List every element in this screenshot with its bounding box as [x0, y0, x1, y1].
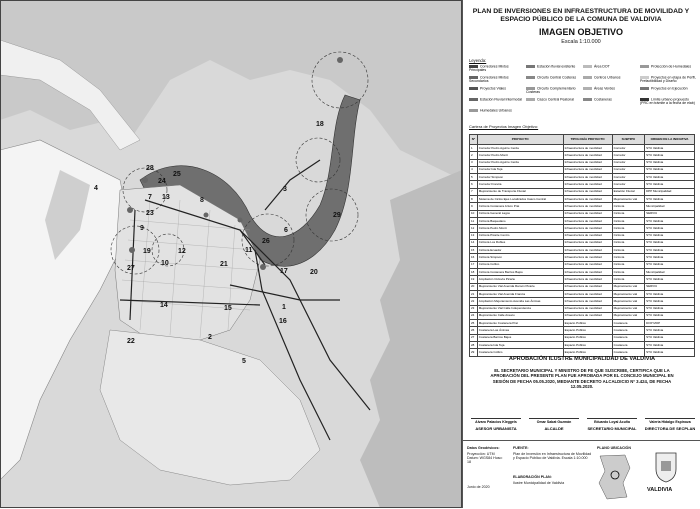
table-cell: Corredor [612, 145, 644, 152]
col-num: Nº [470, 135, 478, 145]
table-cell: Costanera Las Ánimas [477, 327, 563, 334]
table-row [470, 166, 695, 173]
map-label-28: 28 [146, 165, 154, 172]
map-label-19: 19 [143, 248, 151, 255]
table-cell: Mejoramiento Vial Calle Independencia [477, 305, 563, 312]
table-cell: Costanera [612, 327, 644, 334]
table-row [470, 283, 695, 290]
table-row [470, 196, 695, 203]
table-cell: STU Valdivia [645, 305, 695, 312]
map-label-14: 14 [160, 302, 168, 309]
valdivia-coat-of-arms-icon [653, 451, 679, 483]
approval-heading: APROBACIÓN ILUSTRE MUNICIPALIDAD DE VALDIVIA [508, 356, 656, 362]
map-label-21: 21 [220, 261, 228, 268]
legend-item [526, 65, 582, 69]
table-row [470, 152, 695, 159]
table-row [470, 298, 695, 305]
legend-label: Estación fluvial existente [537, 64, 576, 69]
table-cell: Corredor [612, 152, 644, 159]
col-subtype: SUBTIPO [612, 135, 644, 145]
legend-label: Circuito Central Costeras [537, 75, 577, 80]
legend-item [640, 87, 696, 91]
plan-subtitle: IMAGEN OBJETIVO [538, 27, 623, 37]
table-cell: STU Valdivia [645, 159, 695, 166]
map-label-4: 4 [94, 185, 98, 192]
table-cell: Infraestructura de movilidad [563, 181, 612, 188]
table-cell: 22 [470, 298, 478, 305]
table-cell: Municipalidad [645, 203, 695, 210]
table-cell: STU Valdivia [645, 181, 695, 188]
table-cell: STU Valdivia [645, 232, 695, 239]
table-cell: Infraestructura de movilidad [563, 239, 612, 246]
table-cell: 28 [470, 342, 478, 349]
approval-text: EL SECRETARIO MUNICIPAL Y MINISTRO DE FE QUE SUSCRIBE, CERTIFICA QUE LA APROBACIÓN DEL PRESENTE PLAN FUE APROBADA POR EL CONCEJO MUNICIPAL EN SESIÓN DE FECHA 05.05.2020, MEDIANTE DECRETO ALCALDICIO Nº 3.424, DE FECHA 12.05.2020. [490, 368, 674, 389]
table-cell: Ampliación Mejoramiento Avenida Las Ánimas [477, 298, 563, 305]
map-label-8: 8 [200, 197, 204, 204]
table-row [470, 181, 695, 188]
table-cell: Ciclovía [612, 261, 644, 268]
table-cell: Ciclovía Baquedano [477, 217, 563, 224]
map-label-6: 6 [284, 227, 288, 234]
signature-alcalde: Omar Sabat Guzmán ALCALDE [525, 410, 583, 431]
map-label-13: 13 [162, 194, 170, 201]
table-cell: Ciclovía Pedro Montt [477, 225, 563, 232]
geodetic-text: Proyección: UTM Datum: WGS84 Huso: 18 [467, 452, 503, 465]
legend-swatch [526, 98, 535, 101]
table-cell: 11 [470, 217, 478, 224]
table-cell: Ciclovía Costanera Arturo Prat [477, 203, 563, 210]
map-label-2: 2 [208, 334, 212, 341]
table-cell: Infraestructura de movilidad [563, 254, 612, 261]
table-cell: 26 [470, 327, 478, 334]
signature-secretario: Eduardo Loyal Acuña SECRETARIO MUNICIPAL [583, 410, 641, 431]
legend-swatch [583, 65, 592, 68]
table-cell: Ampliación Ciclovía Picarte [477, 276, 563, 283]
table-row [470, 174, 695, 181]
table-cell: Ciclovía [612, 254, 644, 261]
legend-label: Costaneras [594, 97, 612, 102]
table-cell: Costanera Collico [477, 349, 563, 356]
table-cell: Costanera Barrios Bajos [477, 334, 563, 341]
legend-swatch [583, 98, 592, 101]
table-cell: Mejoramiento Costanera Prat [477, 320, 563, 327]
table-cell: 19 [470, 276, 478, 283]
legend-label: Circuito Complementario Costeras [526, 86, 576, 95]
col-origin: ORIGEN DE LA INICIATIVA [645, 135, 695, 145]
table-cell: STU Valdivia [645, 312, 695, 319]
table-cell: STU Valdivia [645, 239, 695, 246]
table-cell: Infraestructura de movilidad [563, 247, 612, 254]
table-cell: STU Valdivia [645, 290, 695, 297]
table-row [470, 320, 695, 327]
table-cell: STU Valdivia [645, 276, 695, 283]
map-label-17: 17 [280, 268, 288, 275]
table-row [470, 159, 695, 166]
table-cell: Infraestructura de movilidad [563, 188, 612, 195]
col-type: TIPOLOGÍA PROYECTO [563, 135, 612, 145]
table-row [470, 276, 695, 283]
table-cell: Mejoramiento vial [612, 298, 644, 305]
map-label-16: 16 [279, 318, 287, 325]
map-label-23: 23 [146, 210, 154, 217]
title-panel [462, 0, 700, 508]
legend-label: Centros Urbanos [594, 75, 621, 80]
table-cell: 20 [470, 283, 478, 290]
legend-swatch [526, 65, 535, 68]
table-cell: Infraestructura de movilidad [563, 290, 612, 297]
info-block [463, 440, 700, 509]
table-cell: Infraestructura de movilidad [563, 298, 612, 305]
legend-item [640, 98, 696, 106]
legend-item [469, 98, 525, 102]
table-cell: Ciclovía Los Robles [477, 239, 563, 246]
table-cell: SERVIU [645, 210, 695, 217]
table-cell: Ciclovía [612, 217, 644, 224]
table-cell: Infraestructura de movilidad [563, 217, 612, 224]
map-label-9: 9 [140, 225, 144, 232]
table-cell: 4 [470, 166, 478, 173]
valdivia-logo-text: VALDIVIA [647, 487, 673, 493]
table-row [470, 261, 695, 268]
legend-item [640, 76, 696, 84]
legend-label: Proyectos Viales [480, 86, 507, 91]
table-cell: Corredor Pedro Montt [477, 152, 563, 159]
elaboration-text: Ilustre Municipalidad de Valdivia [513, 481, 565, 485]
table-cell: Mejoramiento vial [612, 290, 644, 297]
table-cell: STU Valdivia [645, 152, 695, 159]
table-cell: 27 [470, 334, 478, 341]
table-cell: Infraestructura de movilidad [563, 312, 612, 319]
table-cell: Ciclovía [612, 269, 644, 276]
table-cell: Corredor Isla Teja [477, 166, 563, 173]
legend-item [469, 76, 525, 84]
table-cell: Corredor Pedro Aguirre Cerda [477, 159, 563, 166]
map-label-15: 15 [224, 305, 232, 312]
location-plan-map [595, 453, 635, 501]
table-cell: Ciclovía [612, 247, 644, 254]
map-label-10: 10 [161, 260, 169, 267]
legend-label: Humedales Urbanos [480, 108, 512, 113]
table-cell: 13 [470, 232, 478, 239]
map-label-12: 12 [178, 248, 186, 255]
table-cell: Ciclovía [612, 239, 644, 246]
table-row [470, 210, 695, 217]
legend-label: Protección de Humedales [651, 64, 692, 69]
table-cell: Mejoramiento vial [612, 196, 644, 203]
legend-item [526, 76, 582, 80]
legend-label: Proyectos en Ejecución [651, 86, 688, 91]
table-cell: Infraestructura de movilidad [563, 261, 612, 268]
table-cell: 15 [470, 247, 478, 254]
map-label-29: 29 [333, 212, 341, 219]
table-cell: 14 [470, 239, 478, 246]
table-cell: Infraestructura de movilidad [563, 145, 612, 152]
legend-label: Área DOT [594, 64, 610, 69]
table-cell: Ciclovía Ecuador [477, 247, 563, 254]
table-cell: STU Valdivia [645, 166, 695, 173]
table-cell: 6 [470, 181, 478, 188]
legend-swatch [526, 76, 535, 79]
table-row [470, 327, 695, 334]
table-cell: Municipalidad [645, 269, 695, 276]
table-cell: STU Valdivia [645, 334, 695, 341]
table-cell: Costanera [612, 349, 644, 356]
map-label-27: 27 [127, 265, 135, 272]
legend-label: Áreas Verdes [594, 86, 616, 91]
table-cell: 29 [470, 349, 478, 356]
table-cell: 25 [470, 320, 478, 327]
table-row [470, 203, 695, 210]
table-cell: Mejoramiento Vial Avenida Ramón Picarte [477, 283, 563, 290]
table-row [470, 225, 695, 232]
project-table [469, 134, 695, 357]
table-cell: Ciclovía [612, 225, 644, 232]
table-cell: Espacio Público [563, 320, 612, 327]
table-cell: Estación Fluvial [612, 188, 644, 195]
table-row [470, 312, 695, 319]
table-cell: Ciclovía [612, 210, 644, 217]
table-cell: Costanera [612, 320, 644, 327]
table-cell: 9 [470, 203, 478, 210]
table-row [470, 342, 695, 349]
signature-secplan: Valeria Hidalgo Espinoza DIRECTORA DE SECPLAN [641, 410, 699, 431]
table-cell: Espacio Público [563, 334, 612, 341]
table-cell: Infraestructura de movilidad [563, 283, 612, 290]
table-cell: STU Valdivia [645, 196, 695, 203]
legend-item [583, 76, 639, 80]
table-cell: 18 [470, 269, 478, 276]
legend-swatch [640, 87, 649, 90]
table-cell: Infraestructura de movilidad [563, 225, 612, 232]
legend-item [526, 98, 582, 102]
table-cell: 3 [470, 159, 478, 166]
table-row [470, 269, 695, 276]
table-cell: Corredor [612, 159, 644, 166]
table-cell: Ciclovía [612, 203, 644, 210]
table-cell: DPP Municipalidad [645, 188, 695, 195]
table-cell: Infraestructura de movilidad [563, 305, 612, 312]
table-cell: Corredor Simpson [477, 174, 563, 181]
table-cell: 21 [470, 290, 478, 297]
date-text: Junio de 2020 [467, 485, 490, 489]
table-row [470, 247, 695, 254]
source-text: Plan de Inversión en Infraestructura de Movilidad y Espacio Público de Valdivia. Escala 1:10.000 [513, 452, 592, 461]
table-cell: Infraestructura de movilidad [563, 166, 612, 173]
legend-item [583, 65, 639, 69]
legend-item [526, 87, 582, 95]
table-cell: Infraestructura de movilidad [563, 232, 612, 239]
legend-label: Corredores Mixtos Secundarios [469, 75, 509, 84]
table-row [470, 334, 695, 341]
legend-swatch [583, 76, 592, 79]
table-cell: Mejoramiento vial [612, 305, 644, 312]
table-cell: STU Valdivia [645, 145, 695, 152]
source-heading: FUENTE: [513, 446, 529, 450]
geodetic-heading: Datos Geodésicos: [467, 446, 500, 450]
table-cell: Corredor [612, 181, 644, 188]
table-cell: 12 [470, 225, 478, 232]
table-cell: STU Valdivia [645, 217, 695, 224]
legend-item [583, 98, 639, 102]
table-cell: Ciclovía Picarte Centro [477, 232, 563, 239]
table-row [470, 349, 695, 356]
legend-swatch [469, 109, 478, 112]
project-portfolio-heading: Cartera de Proyectos Imagen Objetivo: [469, 124, 539, 129]
table-cell: 8 [470, 196, 478, 203]
plan-scale: Escala 1:10.000 [561, 39, 601, 45]
table-cell: Corredor [612, 166, 644, 173]
table-row [470, 305, 695, 312]
table-cell: Ciclovía General Lagos [477, 210, 563, 217]
table-row [470, 254, 695, 261]
map-label-24: 24 [158, 178, 166, 185]
legend-label: Proyectos en etapa de Perfil, Prefactibilidad y Diseño [640, 75, 696, 84]
table-cell: Ciclovía Costanera Barrios Bajos [477, 269, 563, 276]
map-label-25: 25 [173, 171, 181, 178]
table-cell: Infraestructura de movilidad [563, 196, 612, 203]
table-cell: Infraestructura de movilidad [563, 174, 612, 181]
table-cell: Ciclovía Collico [477, 261, 563, 268]
map-label-18: 18 [316, 121, 324, 128]
table-cell: Ciclovía [612, 232, 644, 239]
table-cell: STU Valdivia [645, 261, 695, 268]
table-cell: 16 [470, 254, 478, 261]
table-cell: 23 [470, 305, 478, 312]
legend-swatch [640, 65, 649, 68]
col-project: PROYECTO [477, 135, 563, 145]
table-cell: Corredor Pedro Aguirre Cerda [477, 145, 563, 152]
table-cell: STU Valdivia [645, 298, 695, 305]
signature-asesor: Alvaro Palacios Kleggels ASESOR URBANISTA [467, 410, 525, 431]
table-cell: Infraestructura de movilidad [563, 152, 612, 159]
table-cell: Ciclovía Simpson [477, 254, 563, 261]
table-cell: Infraestructura de movilidad [563, 210, 612, 217]
legend-label: Límite urbano propuesto (PRC en trámite a la fecha de elab) [640, 97, 695, 106]
legend-swatch [583, 87, 592, 90]
legend-item [640, 65, 696, 69]
table-cell: Espacio Público [563, 342, 612, 349]
table-row [470, 188, 695, 195]
table-cell: Costanera [612, 334, 644, 341]
table-cell: STU Valdivia [645, 247, 695, 254]
table-row [470, 145, 695, 152]
map-label-26: 26 [262, 238, 270, 245]
map-label-1: 1 [282, 304, 286, 311]
table-cell: Espacio Público [563, 349, 612, 356]
table-cell: 1 [470, 145, 478, 152]
legend-item [469, 65, 525, 73]
table-cell: DOP MOP [645, 320, 695, 327]
table-cell: Mejoramiento Vial Avenida Francia [477, 290, 563, 297]
table-cell: Sistema de Ciclos Ejes Localizados Casco Central [477, 196, 563, 203]
table-cell: Infraestructura de movilidad [563, 159, 612, 166]
legend-item [469, 87, 525, 91]
table-row [470, 239, 695, 246]
map-label-7: 7 [148, 194, 152, 201]
table-cell: 10 [470, 210, 478, 217]
table-cell: Infraestructura de movilidad [563, 203, 612, 210]
legend-item [583, 87, 639, 91]
table-cell: 2 [470, 152, 478, 159]
table-row [470, 217, 695, 224]
table-row [470, 290, 695, 297]
table-cell: Infraestructura de movilidad [563, 276, 612, 283]
table-cell: STU Valdivia [645, 174, 695, 181]
table-cell: Mejoramiento Calle Arauco [477, 312, 563, 319]
table-row [470, 232, 695, 239]
map-label-5: 5 [242, 358, 246, 365]
table-cell: STU Valdivia [645, 349, 695, 356]
legend-item [469, 109, 525, 113]
location-plan-heading: PLANO UBICACIÓN [597, 446, 631, 450]
elaboration-heading: ELABORACIÓN PLAN: [513, 475, 552, 479]
table-cell: Ciclovía [612, 276, 644, 283]
table-cell: Mejoramiento vial [612, 283, 644, 290]
legend [469, 65, 695, 121]
legend-label: Casco Central Peatonal [537, 97, 574, 102]
table-cell: 5 [470, 174, 478, 181]
table-cell: 7 [470, 188, 478, 195]
table-cell: Corredor Francia [477, 181, 563, 188]
table-cell: 24 [470, 312, 478, 319]
table-cell: 17 [470, 261, 478, 268]
map-label-3: 3 [283, 186, 287, 193]
table-cell: Mejoramiento de Transporte Fluvial [477, 188, 563, 195]
map-label-22: 22 [127, 338, 135, 345]
map-label-11: 11 [245, 247, 253, 254]
table-cell: SERVIU [645, 283, 695, 290]
legend-label: Corredores Mixtos Principales [469, 64, 509, 73]
table-cell: STU Valdivia [645, 225, 695, 232]
table-cell: Infraestructura de movilidad [563, 269, 612, 276]
legend-swatch [469, 87, 478, 90]
plan-title: PLAN DE INVERSIONES EN INFRAESTRUCTURA DE MOVILIDAD Y ESPACIO PÚBLICO DE LA COMUNA DE VALDIVIA [472, 8, 690, 23]
table-cell: Costanera Isla Teja [477, 342, 563, 349]
table-cell: Mejoramiento vial [612, 312, 644, 319]
table-cell: STU Valdivia [645, 327, 695, 334]
legend-swatch [469, 98, 478, 101]
table-cell: Corredor [612, 174, 644, 181]
legend-heading: Leyenda: [469, 58, 487, 63]
table-cell: STU Valdivia [645, 254, 695, 261]
table-cell: Espacio Público [563, 327, 612, 334]
table-cell: STU Valdivia [645, 342, 695, 349]
legend-label: Estación Fluvial Intermodal [480, 97, 523, 102]
map-label-20: 20 [310, 269, 318, 276]
table-cell: Costanera [612, 342, 644, 349]
